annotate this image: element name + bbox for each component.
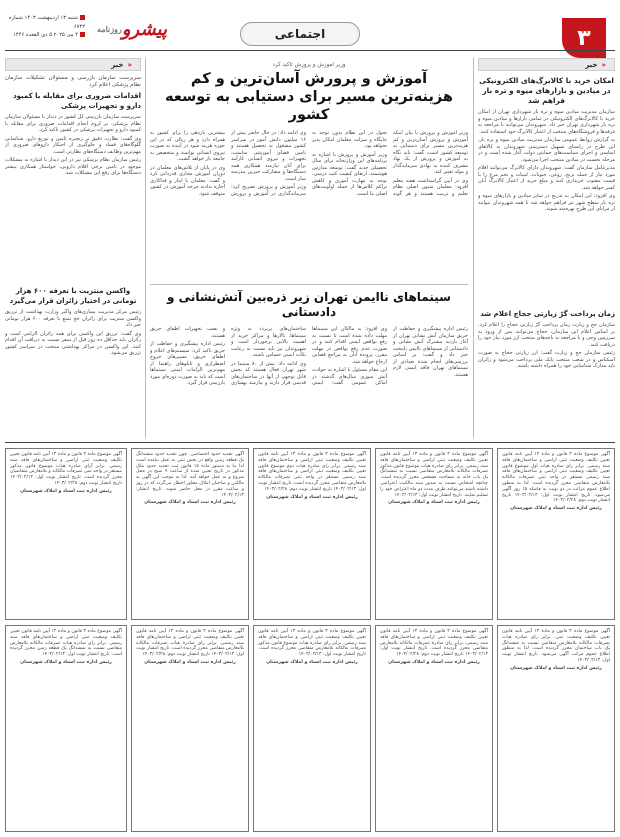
ad-text: آگهی موضوع ماده ۳ قانون و ماده ۱۳ آیین نامه قانون تعیین تکلیف وضعیت ثبتی اراضی و ساختمان‌های فاقد سند رسمی. برابر رای صادره هیات تصرفات مالکانه بلامعارض متقاضی نسبت به ششدانگ یک قطعه زمین محرز گردیده است. تاریخ انتشار نوبت اول: ۱۴۰۳/۰۲/۱۳ bbox=[10, 629, 123, 658]
legal-ad bbox=[375, 625, 493, 832]
paragraph: این مقام مسئول با اشاره به حوادث آتش سوزی سال‌های گذشته در اماکن عمومی گفت: ایمنی ساختمان‌های پرتردد به ویژه سینماها، تالارها و مراکز خرید از اهمیت بالایی برخوردار است و شهروندان نیز باید نسبت به رعایت نکات ایمنی حساس باشند. bbox=[231, 326, 387, 386]
ad-signature: رئیس اداره ثبت اسناد و املاک شهرستان bbox=[510, 506, 602, 512]
right-column-subbody bbox=[478, 322, 615, 436]
paragraph: وی در آیین گرامیداشت هفته معلم افزود: معلمان ستون اصلی نظام تعلیم و تربیت هستند و هر گونه تحول در این نظام بدون توجه به جایگاه و منزلت معلمان امکان پذیر نخواهد بود. bbox=[312, 130, 468, 197]
paragraph: رئیس سازمان حج و زیارت گفت: ارز زیارتی حجاج به صورت اسکناس و در شعب منتخب بانک ملی پرداخت می‌شود و زائران باید مدارک شناسایی خود را همراه داشته باشند. bbox=[478, 350, 615, 369]
second-story-headline: سینماهای ناایمن تهران زیر ذره‌بین آتش‌نشانی و دادستانی bbox=[167, 290, 451, 319]
paragraph: وی افزود: به مالکان این سینماها مهلت داده شده است تا نسبت به رفع نواقص ایمنی اقدام کنند و در صورت عدم رفع نواقص در مهلت مقرر، پرونده آنان به مراجع قضایی ارجاع خواهد شد. bbox=[312, 326, 387, 365]
left-column-subbody bbox=[5, 309, 141, 417]
ad-text: آگهی تحدید حدود اختصاصی. چون تحدید حدود ششدانگ یک قطعه زمین واقع در بخش ثبتی به عمل نیامده است لذا بنا به دستور ماده ۱۵ قانون ثبت تحدید حدود ملک مذکور در تاریخ تعیین شده از ساعت ۹ صبح در محل شروع و به عمل خواهد آمد. لذا به موجب این آگهی به مالکین و صاحبان املاک مجاور اخطار می‌گردد که در روز و ساعت مقرر در محل حاضر شوند. تاریخ انتشار: ۱۴۰۳/۰۲/۱۳ bbox=[136, 452, 244, 498]
ad-signature: رئیس اداره ثبت اسناد و املاک شهرستان bbox=[510, 665, 602, 671]
paragraph: سازمان حج و زیارت زمان پرداخت گرّ زیارتی حجاج را اعلام کرد. بر اساس اعلام این سازمان، حجاج می‌توانند پس از ورود به سرزمین وحی و با مراجعه به باجه‌های منتخب ارز مورد نیاز خود را دریافت کنند. bbox=[478, 322, 615, 348]
paragraph: مدیرعامل سازمان گفت: شهروندان دارای کالابرگ می‌توانند اقلام مورد نیاز از جمله برنج، روغن، حبوبات، لبنیات و تخم مرغ را با قیمت مصوب خریداری کنند و مبلغ خرید از اعتبار کالابرگ آنان کسر خواهد شد. bbox=[478, 165, 615, 191]
ad-signature: رئیس اداره ثبت اسناد و املاک شهرستان bbox=[388, 500, 480, 506]
paragraph: به گزارش روابط عمومی سازمان مدیریت میادین میوه و تره بار، این طرح در راستای تسهیل دسترسی شهروندان به کالاهای اساسی و اجرای سیاست‌های حمایتی دولت آغاز شده است و در مرحله نخست در میادین منتخب اجرا می‌شود. bbox=[478, 137, 615, 163]
paragraph: وی ادامه داد: در حال حاضر بیش از ۱۶ میلیون دانش آموز در سراسر کشور مشغول به تحصیل هستند و تامین فضای آموزشی مناسب، تجهیزات و نیروی انسانی کارآمد برای آنان نیازمند همکاری همه دستگاه‌ها و مشارکت خیرین مدرسه ساز است. bbox=[231, 130, 306, 182]
section-title: اجتماعی bbox=[240, 22, 360, 46]
legal-ad bbox=[131, 625, 249, 832]
right-column-body bbox=[478, 109, 615, 305]
logo-text: پیشرو bbox=[121, 18, 167, 40]
right-column-label: « خبر bbox=[478, 58, 615, 71]
legal-ad bbox=[375, 448, 493, 620]
ad-signature: رئیس اداره ثبت اسناد و املاک شهرستان bbox=[144, 659, 236, 665]
main-story-headline: آموزش و پرورش آسان‌ترین و کم هزینه‌ترین مسیر برای دستیابی به توسعه کشور bbox=[165, 71, 453, 123]
legal-ad bbox=[131, 448, 249, 620]
paragraph: سازمان مدیریت میادین میوه و تره بار شهرداری تهران از امکان خرید با کالابرگ‌های الکترونیکی در تمامی بازارها و میادین میوه و تره بار شهرداری تهران خبر داد. شهروندان می‌توانند با مراجعه به غرفه‌ها و فروشگاه‌های منتخب از اعتبار کالابرگ خود استفاده کنند. bbox=[478, 109, 615, 135]
paragraph: رئیس سازمان نظام پزشکی نیز در این دیدار با اشاره به مشکلات موجود در تامین برخی اقلام دارویی، خواستار همکاری بیشتر دستگاه‌ها برای رفع این مشکلات شد. bbox=[5, 157, 141, 176]
ad-signature: رئیس اداره ثبت اسناد و املاک شهرستان bbox=[144, 500, 236, 506]
paragraph: رئیس اداره پیشگیری و حفاظت از حریق تاکید کرد: سیستم‌های اعلام و اطفای حریق، مسیرهای خروج اضطراری و تابلوهای راهنما از مهم‌ترین الزامات ایمنی سینماها است که باید به صورت دوره‌ای مورد بازرسی قرار گیرد. bbox=[150, 341, 225, 386]
column-rule bbox=[145, 58, 146, 438]
page-number: ۳ bbox=[562, 18, 606, 58]
newspaper-logo bbox=[85, 12, 175, 46]
column-rule bbox=[473, 58, 474, 438]
logo-prefix: روزنامه bbox=[97, 24, 122, 34]
ad-text: آگهی موضوع ماده ۳ قانون و ماده ۱۳ آیین نامه قانون تعیین تکلیف وضعیت ثبتی. برابر رای صادره هیات تصرفات مالکانه بلامعارض متقاضی نسبت به ششدانگ یک باب ساختمان محرز گردیده است. لذا به منظور اطلاع عموم مراتب آگهی می‌شود. تاریخ انتشار نوبت اول: ۱۴۰۳/۰۲/۱۳ bbox=[502, 629, 610, 663]
ad-signature: رئیس اداره ثبت اسناد و املاک شهرستان bbox=[266, 659, 358, 665]
legal-ad bbox=[497, 625, 615, 832]
date-line-1: شنبه ۱۳ اردیبهشت ۱۴۰۳ شماره ۶۷۴۳ bbox=[8, 15, 85, 30]
main-story-body bbox=[150, 130, 468, 280]
ad-signature: رئیس اداره ثبت اسناد و املاک شهرستان bbox=[20, 488, 112, 494]
main-story-kicker: وزیر آموزش و پرورش تاکید کرد bbox=[272, 62, 346, 68]
ad-signature: رئیس اداره ثبت اسناد و املاک شهرستان bbox=[266, 494, 358, 500]
left-column-headline: اقدامات ضروری برای مقابله با کمبود دارو و تجهیزات پزشکی bbox=[13, 92, 141, 110]
left-column-body bbox=[5, 114, 141, 282]
paragraph: وزیر آموزش و پرورش با اشاره به برنامه‌های این وزارتخانه برای سال تحصیلی جدید گفت: توسعه مدارس هوشمند، ارتقای کیفیت کتب درسی، توجه به مهارت آموزی و کاهش تراکم کلاس‌ها از جمله اولویت‌های اصلی ما است. bbox=[312, 151, 387, 197]
date-marker-icon bbox=[80, 32, 85, 37]
date-block bbox=[5, 14, 85, 40]
paragraph: وی در پایان از تلاش‌های معلمان در دوران آموزش مجازی قدردانی کرد و گفت: معلمان با ایثار و فداکاری اجازه ندادند چرخه آموزش در کشور متوقف شود. bbox=[150, 164, 225, 197]
ad-text: آگهی موضوع ماده ۳ قانون و ماده ۱۳ آیین نامه قانون تعیین تکلیف وضعیت ثبتی اراضی و ساختمان‌های فاقد سند رسمی. برابر رای صادره تصرفات مالکانه بلامعارض متقاضی محرز گردیده است. تاریخ انتشار نوبت اول: ۱۴۰۳/۰۲/۱۳ تاریخ انتشار نوبت دوم: ۱۴۰۳/۰۲/۲۸ bbox=[380, 629, 488, 658]
ad-signature: رئیس اداره ثبت اسناد و املاک شهرستان bbox=[388, 659, 480, 665]
ad-text: آگهی موضوع ماده ۳ قانون و ماده ۱۳ آیین نامه قانون تعیین تکلیف وضعیت ثبتی اراضی و ساختمان‌های فاقد سند رسمی. برابر رای صادره هیات تصرفات مالکانه بلامعارض متقاضی محرز گردیده است. تاریخ انتشار نوبت اول: ۱۴۰۳/۰۲/۱۳ تاریخ انتشار نوبت دوم: ۱۴۰۳/۰۲/۲۸ bbox=[136, 629, 244, 658]
legal-ad bbox=[253, 625, 371, 832]
paragraph: وی گفت: نظارت دقیق بر زنجیره تامین و توزیع دارو، شناسایی گلوگاه‌های فساد و جلوگیری از احتکار داروهای ضروری از مهم‌ترین وظایف دستگاه‌های نظارتی است. bbox=[5, 135, 141, 155]
ad-text: آگهی موضوع ماده ۳ قانون و ماده ۱۳ آیین نامه قانون تعیین تکلیف وضعیت ثبتی اراضی و ساختمان‌های فاقد سند رسمی. برابر رای صادره هیات موضوع قانون مذکور تصرفات مالکانه بلامعارض متقاضی محرز گردیده است. تاریخ انتشار نوبت اول: ۱۴۰۳/۰۲/۱۳ bbox=[258, 629, 366, 658]
paragraph: وزیر آموزش و پرورش تصریح کرد: سرمایه‌گذاری در آموزش و پرورش بیشترین بازدهی را برای کشور به همراه دارد و هر ریالی که در این حوزه هزینه شود در آینده به صورت نیروی انسانی توانمند و متخصص به جامعه باز خواهد گشت. bbox=[150, 130, 306, 197]
legal-ad bbox=[5, 448, 127, 620]
right-column-subheadline: زمان پرداخت گرّ زیارتی حجاج اعلام شد bbox=[480, 310, 615, 318]
second-story-body bbox=[150, 326, 468, 438]
paragraph: وی ادامه داد: بیش از ۸۰ سینما در شهر تهران فعال هستند که بخش قابل توجهی از آنها در ساختمان‌های قدیمی قرار دارند و نیازمند بهسازی و نصب تجهیزات اطفای حریق هستند. bbox=[150, 326, 306, 386]
ad-text: آگهی موضوع ماده ۳ قانون و ماده ۱۳ آیین نامه قانون تعیین تکلیف وضعیت ثبتی اراضی و ساختمان‌های فاقد سند رسمی. برابر رای صادره هیات اول موضوع قانون تعیین تکلیف وضعیت ثبتی اراضی و ساختمان‌های فاقد سند رسمی مستقر در واحد ثبتی تصرفات مالکانه بلامعارض متقاضی محرز گردیده است. لذا به منظور اطلاع عموم مراتب در دو نوبت به فاصله ۱۵ روز آگهی می‌شود. تاریخ انتشار نوبت اول: ۱۴۰۳/۰۲/۱۳ تاریخ انتشار نوبت دوم: ۱۴۰۳/۰۲/۲۸ bbox=[502, 452, 610, 504]
ad-text: آگهی موضوع ماده ۳ قانون و ماده ۱۳ آیین نامه قانون تعیین تکلیف وضعیت ثبتی اراضی و ساختمان‌های فاقد سند رسمی. برابر رای صادره هیات دوم موضوع قانون تعیین تکلیف وضعیت ثبتی اراضی و ساختمان‌های فاقد سند رسمی مستقر در واحد ثبتی تصرفات مالکانه بلامعارض متقاضی محرز گردیده است. تاریخ انتشار نوبت اول: ۱۴۰۳/۰۲/۱۳ تاریخ انتشار نوبت دوم: ۱۴۰۳/۰۲/۲۸ bbox=[258, 452, 366, 492]
left-column-label: « خبر bbox=[5, 58, 141, 71]
paragraph: رئیس اداره پیشگیری و حفاظت از حریق سازمان آتش نشانی تهران از آغاز بازدید مشترک آتش نشانی و دادستانی از سینماهای ناایمن پایتخت خبر داد و گفت: بر اساس بررسی‌های انجام شده تعدادی از سینماهای تهران فاقد ایمنی لازم هستند. bbox=[393, 326, 468, 378]
header-rule bbox=[5, 50, 615, 51]
main-story bbox=[150, 62, 468, 280]
ad-signature: رئیس اداره ثبت اسناد و املاک شهرستان bbox=[20, 659, 112, 665]
second-story bbox=[150, 290, 468, 438]
paragraph: وزیر آموزش و پرورش با بیان اینکه آموزش و پرورش آسان‌ترین و کم هزینه‌ترین مسیر برای دستیابی به توسعه کشور است، گفت: باید نگاه به آموزش و پرورش از یک نهاد مصرف کننده به نهادی سرمایه‌گذار و مولد تغییر کند. bbox=[393, 130, 468, 175]
date-marker-icon bbox=[80, 15, 85, 20]
paragraph: وی گفت: تزریق این واکسن برای همه زائران الزامی است و زائران باید حداقل ده روز قبل از سفر نسبت به دریافت آن اقدام کنند. این واکسن در مراکز بهداشتی منتخب در سراسر کشور تزریق می‌شود. bbox=[5, 330, 141, 356]
ad-text: آگهی موضوع ماده ۳ قانون و ماده ۱۳ آیین نامه قانون تعیین تکلیف وضعیت ثبتی اراضی و ساختمان‌های فاقد سند رسمی. برابر رای صادره هیات موضوع قانون مذکور تصرفات مالکانه بلامعارض متقاضی نسبت به ششدانگ یک باب خانه به مساحت مشخص محرز گردیده است. چنانچه اشخاص نسبت به صدور سند مالکیت اعتراضی داشته باشند می‌توانند ظرف مدت دو ماه اعتراض خود را تسلیم نمایند. تاریخ انتشار نوبت اول: ۱۴۰۳/۰۲/۱۳ bbox=[380, 452, 488, 498]
left-column bbox=[5, 58, 141, 438]
paragraph: وی افزود: این امکان به تدریج در سایر میادین و بازارهای میوه و تره بار سطح شهر نیز فراهم خواهد شد تا همه شهروندان بتوانند از مزایای این طرح بهره‌مند شوند. bbox=[478, 193, 615, 212]
right-column bbox=[478, 58, 615, 436]
legal-ad bbox=[497, 448, 615, 620]
ads-rule bbox=[5, 442, 615, 443]
date-line-2: ۴ مِی ۲۰۲۵ ۵ ذی القعده ۱۴۴۶ bbox=[13, 32, 78, 38]
left-column-subheadline: واکسن منتزیت با تعرفه ۶۰۰ هزار تومانی در اختیار زائران قرار می‌گیرد bbox=[9, 287, 137, 305]
left-column-kicker: سرپرست سازمان بازرسی و مسئولان تشکیلات سازمان نظام پزشکی اعلام کرد bbox=[5, 75, 141, 88]
legal-ad bbox=[5, 625, 127, 832]
legal-ad bbox=[253, 448, 371, 620]
right-column-headline: امکان خرید با کالابرگ‌های الکترونیکی در میادین و بازارهای میوه و تره بار فراهم شد bbox=[479, 76, 614, 105]
story-divider bbox=[150, 284, 468, 285]
paragraph: سرپرست سازمان بازرسی کل کشور در دیدار با مسئولان سازمان نظام پزشکی، بر لزوم انجام اقدامات ضروری برای مقابله با کمبود دارو و تجهیزات پزشکی در کشور تاکید کرد. bbox=[5, 114, 141, 133]
paragraph: رئیس مرکز مدیریت بیماری‌های واگیر وزارت بهداشت از تزریق واکسن منتزیت برای زائران حج تمتع با تعرفه ۶۰۰ هزار تومانی خبر داد. bbox=[5, 309, 141, 328]
ad-text: آگهی موضوع ماده ۳ قانون و ماده ۱۳ آیین نامه قانون تعیین تکلیف وضعیت ثبتی اراضی و ساختمان‌های فاقد سند رسمی. برابر آرای صادره هیات موضوع قانون مذکور مستقر در واحد ثبتی تصرفات مالکانه و بلامعارض متقاضیان محرز گردیده است. تاریخ انتشار نوبت اول: ۱۴۰۳/۰۲/۱۳ تاریخ انتشار نوبت دوم: ۱۴۰۳/۰۲/۲۸ bbox=[10, 452, 123, 486]
